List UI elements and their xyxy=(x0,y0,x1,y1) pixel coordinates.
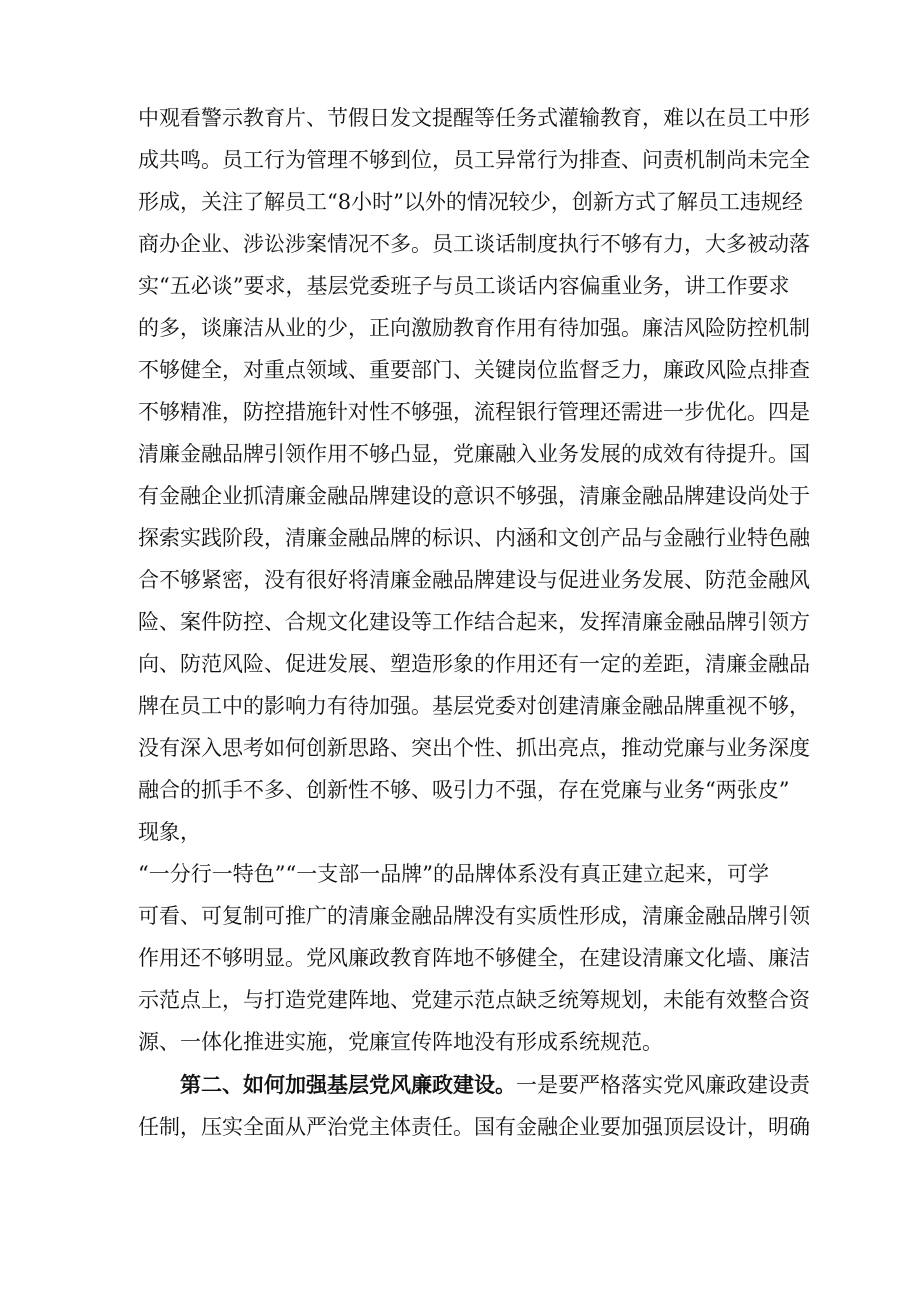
text-line: 不够精准，防控措施针对性不够强，流程银行管理还需进一步优化。四是 xyxy=(138,400,810,424)
text-line: 有金融企业抓清廉金融品牌建设的意识不够强，清廉金融品牌建设尚处于 xyxy=(138,484,810,508)
section-lead-text: 一是要严格落实党风廉政建设责 xyxy=(516,1073,810,1097)
text-line: 合不够紧密，没有很好将清廉金融品牌建设与促进业务发展、防范金融风 xyxy=(138,568,810,592)
text-line: 任制，压实全面从严治党主体责任。国有金融企业要加强顶层设计，明确 xyxy=(138,1115,810,1139)
text-line: 险、案件防控、合规文化建设等工作结合起来，发挥清廉金融品牌引领方 xyxy=(138,610,810,634)
text-line: 向、防范风险、促进发展、塑造形象的作用还有一定的差距，清廉金融品 xyxy=(138,652,810,676)
section-heading: 第二、如何加强基层党风廉政建设。 xyxy=(180,1072,516,1097)
text-line: 牌在员工中的影响力有待加强。基层党委对创建清廉金融品牌重视不够， xyxy=(138,694,810,718)
text-line: “一分行一特色”“一支部一品牌”的品牌体系没有真正建立起来，可学 xyxy=(138,862,769,886)
text-line: 实“五必谈”要求，基层党委班子与员工谈话内容偏重业务，讲工作要求 xyxy=(138,274,790,298)
text-line: 的多，谈廉洁从业的少，正向激励教育作用有待加强。廉洁风险防控机制 xyxy=(138,316,810,340)
text-line: 示范点上，与打造党建阵地、党建示范点缺乏统筹规划，未能有效整合资 xyxy=(138,988,810,1012)
text-line: 商办企业、涉讼涉案情况不多。员工谈话制度执行不够有力，大多被动落 xyxy=(138,232,810,256)
text-line: 中观看警示教育片、节假日发文提醒等任务式灌输教育，难以在员工中形 xyxy=(138,106,810,130)
text-line: 探索实践阶段，清廉金融品牌的标识、内涵和文创产品与金融行业特色融 xyxy=(138,526,810,550)
text-line: 作用还不够明显。党风廉政教育阵地不够健全，在建设清廉文化墙、廉洁 xyxy=(138,946,810,970)
text-line: 清廉金融品牌引领作用不够凸显，党廉融入业务发展的成效有待提升。国 xyxy=(138,442,810,466)
text-line: 可看、可复制可推广的清廉金融品牌没有实质性形成，清廉金融品牌引领 xyxy=(138,904,810,928)
text-line: 形成，关注了解员工“8小时”以外的情况较少，创新方式了解员工违规经 xyxy=(138,190,803,214)
text-line: 源、一体化推进实施，党廉宣传阵地没有形成系统规范。 xyxy=(138,1030,663,1054)
text-line: 没有深入思考如何创新思路、突出个性、抓出亮点，推动党廉与业务深度 xyxy=(138,736,810,760)
section-heading-line xyxy=(180,1070,810,1100)
text-line: 现象， xyxy=(138,820,201,844)
text-line: 融合的抓手不多、创新性不够、吸引力不强，存在党廉与业务“两张皮” xyxy=(138,778,790,802)
text-line: 成共鸣。员工行为管理不够到位，员工异常行为排查、问责机制尚未完全 xyxy=(138,148,810,172)
text-line: 不够健全，对重点领域、重要部门、关键岗位监督乏力，廉政风险点排查 xyxy=(138,358,810,382)
